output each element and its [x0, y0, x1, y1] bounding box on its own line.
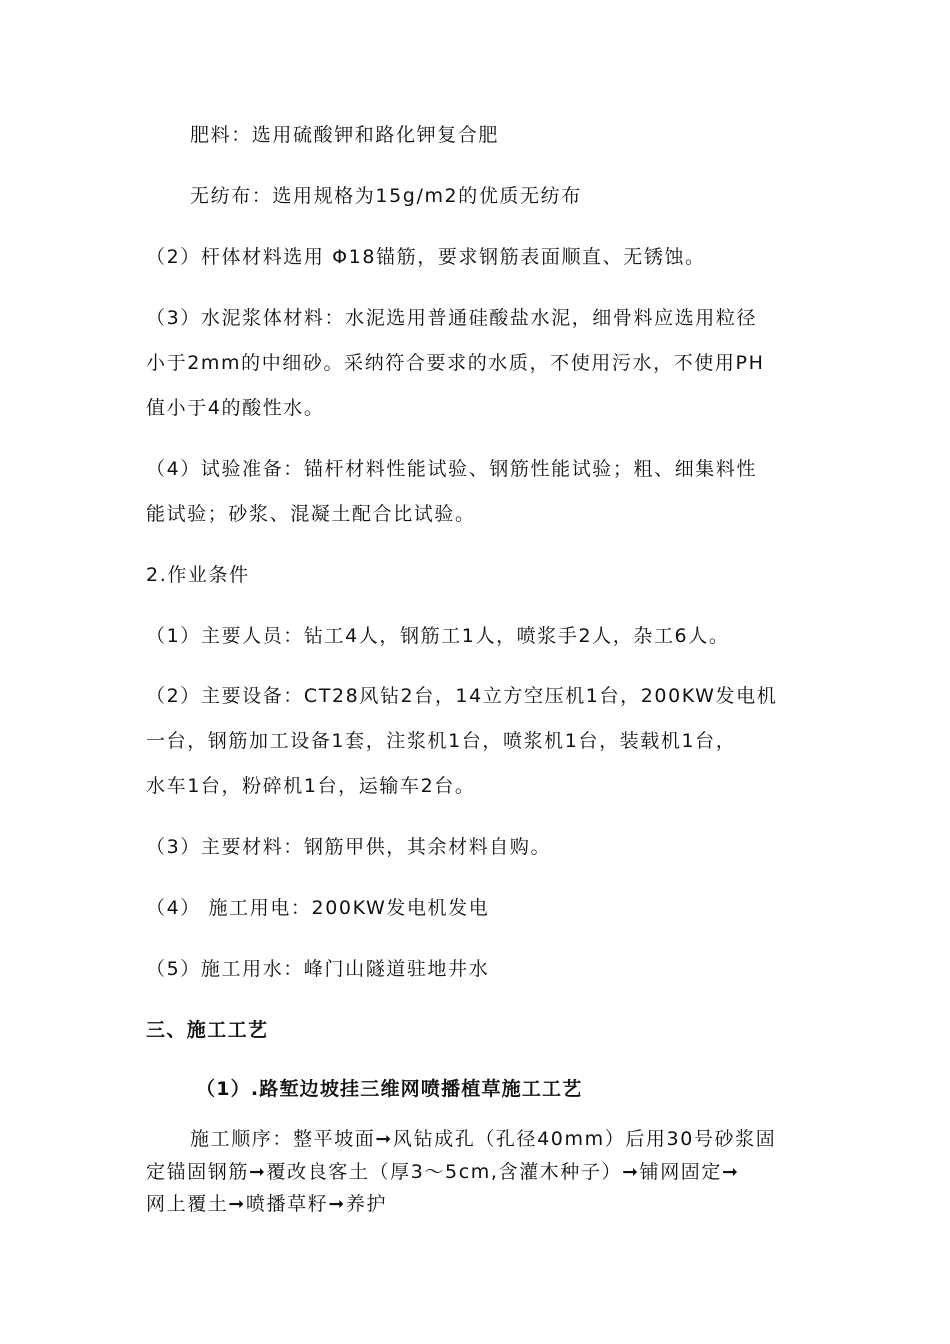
paragraph-equipment-line1: （2）主要设备：CT28风钻2台，14立方空压机1台，200KW发电机 [146, 685, 778, 707]
paragraph-tests-line2: 能试验；砂浆、混凝土配合比试验。 [146, 503, 476, 525]
paragraph-water: （5）施工用水：峰门山隧道驻地井水 [146, 958, 490, 980]
paragraph-sequence-line1: 施工顺序：整平坡面➞风钻成孔（孔径40mm）后用30号砂浆固 [190, 1128, 777, 1150]
paragraph-cement-line3: 值小于4的酸性水。 [146, 397, 325, 419]
paragraph-nonwoven: 无纺布：选用规格为15g/m2的优质无纺布 [190, 185, 582, 207]
section-heading-work-conditions: 2.作业条件 [146, 564, 250, 586]
paragraph-rod-material: （2）杆体材料选用 Φ18锚筋，要求钢筋表面顺直、无锈蚀。 [146, 246, 706, 268]
paragraph-materials: （3）主要材料：钢筋甲供，其余材料自购。 [146, 836, 552, 858]
paragraph-equipment-line2: 一台，钢筋加工设备1套，注浆机1台，喷浆机1台，装载机1台， [146, 730, 737, 752]
paragraph-fertilizer: 肥料：选用硫酸钾和路化钾复合肥 [190, 124, 500, 146]
subheading-3d-net-seeding: （1）.路堑边坡挂三维网喷播植草施工工艺 [196, 1078, 583, 1100]
paragraph-personnel: （1）主要人员：钻工4人，钢筋工1人，喷浆手2人，杂工6人。 [146, 625, 730, 647]
paragraph-cement-line2: 小于2mm的中细砂。采纳符合要求的水质，不使用污水，不使用PH [146, 352, 765, 374]
paragraph-sequence-line2: 定锚固钢筋➞覆改良客土（厚3～5cm,含灌木种子）➞铺网固定➞ [146, 1161, 740, 1183]
section-heading-process: 三、施工工艺 [146, 1019, 269, 1041]
paragraph-electricity: （4） 施工用电：200KW发电机发电 [146, 897, 490, 919]
paragraph-tests-line1: （4）试验准备：锚杆材料性能试验、钢筋性能试验；粗、细集料性 [146, 458, 758, 480]
paragraph-equipment-line3: 水车1台，粉碎机1台，运输车2台。 [146, 775, 476, 797]
paragraph-cement-line1: （3）水泥浆体材料：水泥选用普通硅酸盐水泥，细骨料应选用粒径 [146, 307, 758, 329]
paragraph-sequence-line3: 网上覆土➞喷播草籽➞养护 [146, 1193, 388, 1215]
